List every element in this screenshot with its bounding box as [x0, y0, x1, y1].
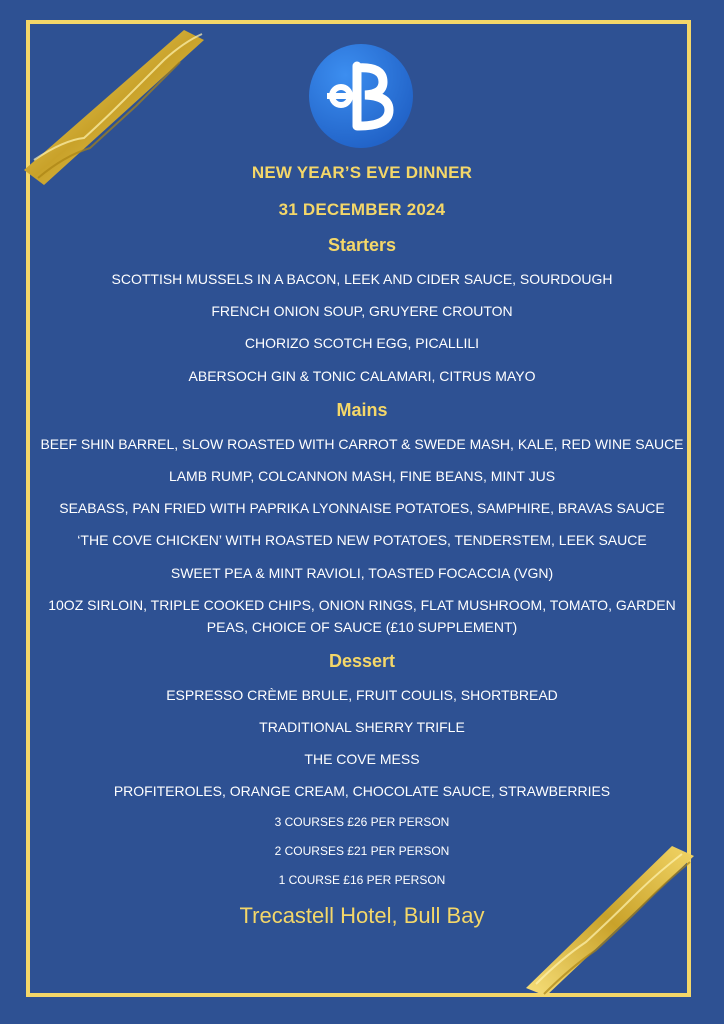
menu-item: FRENCH ONION SOUP, GRUYERE CROUTON — [211, 303, 513, 319]
menu-date: 31 DECEMBER 2024 — [278, 200, 446, 219]
price-line: 3 COURSES £26 PER PERSON — [274, 815, 450, 829]
menu-item: BEEF SHIN BARREL, SLOW ROASTED WITH CARROT & SWEDE MASH, KALE, RED WINE SAUCE — [40, 436, 684, 452]
menu-item: LAMB RUMP, COLCANNON MASH, FINE BEANS, MINT JUS — [168, 468, 556, 484]
price-line: 2 COURSES £21 PER PERSON — [274, 844, 450, 858]
section-title-mains: Mains — [336, 400, 388, 420]
menu-item: TRADITIONAL SHERRY TRIFLE — [259, 719, 465, 735]
menu-item: ‘THE COVE CHICKEN’ WITH ROASTED NEW POTATOES, TENDERSTEM, LEEK SAUCE — [77, 532, 647, 548]
menu-item: SCOTTISH MUSSELS IN A BACON, LEEK AND CIDER SAUCE, SOURDOUGH — [111, 271, 613, 287]
menu-item: PROFITEROLES, ORANGE CREAM, CHOCOLATE SAUCE, STRAWBERRIES — [113, 783, 611, 799]
menu-item: CHORIZO SCOTCH EGG, PICALLILI — [244, 335, 480, 351]
menu-item: SEABASS, PAN FRIED WITH PAPRIKA LYONNAISE POTATOES, SAMPHIRE, BRAVAS SAUCE — [59, 500, 665, 516]
menu-item: THE COVE MESS — [304, 751, 420, 767]
menu-item: SWEET PEA & MINT RAVIOLI, TOASTED FOCACCIA (VGN) — [170, 565, 554, 581]
menu-item: ESPRESSO CRÈME BRULE, FRUIT COULIS, SHORTBREAD — [166, 687, 558, 703]
section-title-dessert: Dessert — [328, 651, 396, 671]
menu-title: NEW YEAR’S EVE DINNER — [251, 163, 473, 182]
venue-name: Trecastell Hotel, Bull Bay — [239, 903, 485, 928]
menu-item: ABERSOCH GIN & TONIC CALAMARI, CITRUS MAYO — [188, 368, 536, 384]
price-line: 1 COURSE £16 PER PERSON — [278, 873, 446, 887]
section-title-starters: Starters — [327, 235, 397, 255]
hotel-b-logo-icon — [309, 44, 413, 148]
menu-item: 10OZ SIRLOIN, TRIPLE COOKED CHIPS, ONION RINGS, FLAT MUSHROOM, TOMATO, GARDEN PEAS, CHOICE OF SAUCE (£10 SUPPLEMENT) — [48, 597, 676, 635]
